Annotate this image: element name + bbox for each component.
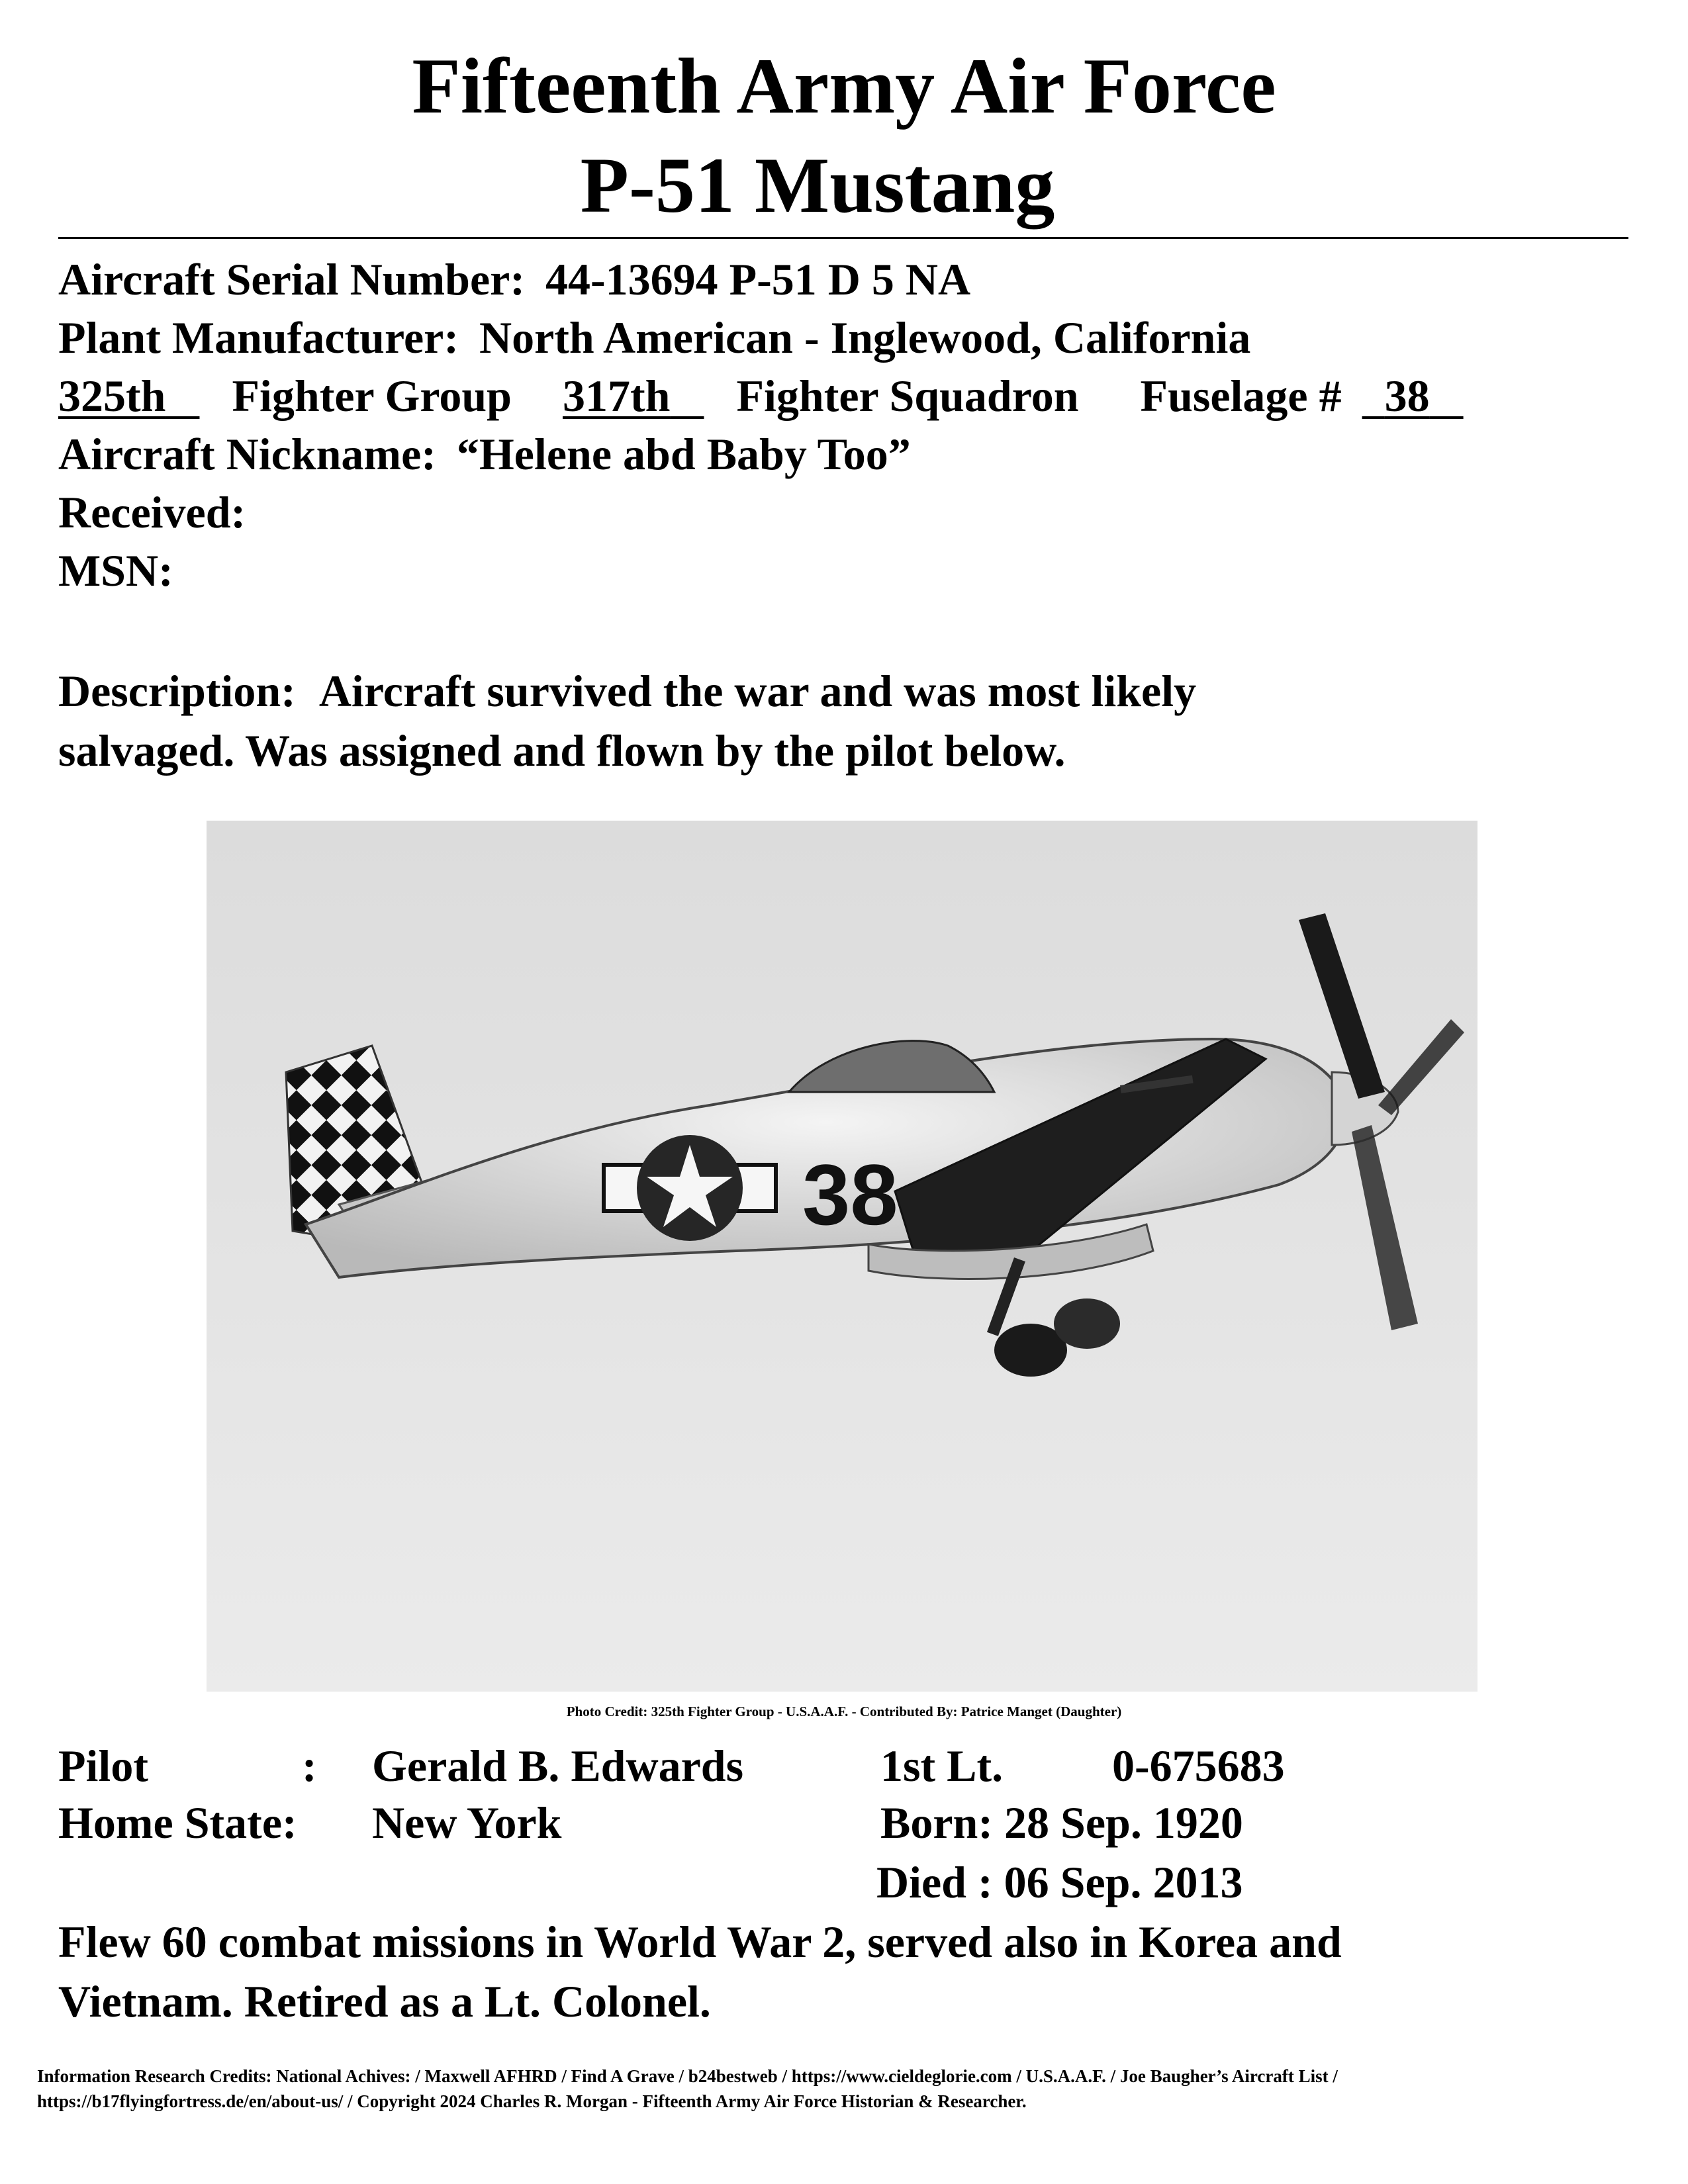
nickname-value: “Helene abd Baby Too” <box>456 429 911 479</box>
pilot-born: Born: 28 Sep. 1920 <box>880 1797 1243 1848</box>
nickname-label: Aircraft Nickname: <box>58 429 436 479</box>
home-state-label: Home State: <box>58 1797 297 1848</box>
pilot-colon: : <box>302 1741 317 1791</box>
aircraft-photo <box>207 821 1477 1692</box>
fuselage-marking: 38 <box>802 1146 898 1243</box>
serial-label: Aircraft Serial Number: <box>58 254 525 304</box>
nickname-row <box>58 425 911 483</box>
pilot-service-number: 0-675683 <box>1112 1741 1285 1791</box>
received-label: Received: <box>58 487 246 537</box>
description-label: Description: <box>58 666 296 716</box>
unit-row <box>58 367 1464 425</box>
page-subtitle: P-51 Mustang <box>580 141 1055 229</box>
msn-label: MSN: <box>58 545 173 596</box>
fighter-squadron-value: 317th <box>562 371 671 421</box>
p51-mustang-illustration <box>207 821 1477 1692</box>
fuselage-value: 38 <box>1384 371 1430 421</box>
pilot-bio-line-2: Vietnam. Retired as a Lt. Colonel. <box>58 1976 711 2026</box>
title-divider <box>58 237 1628 239</box>
page-title: Fifteenth Army Air Force <box>412 42 1276 130</box>
description-line-1: Description: Aircraft survived the war and was most likely <box>58 666 1197 716</box>
pilot-died: Died : 06 Sep. 2013 <box>876 1857 1243 1907</box>
serial-value: 44-13694 P-51 D 5 NA <box>545 254 971 304</box>
fighter-group-value: 325th <box>58 371 166 421</box>
manufacturer-value: North American - Inglewood, California <box>479 312 1251 363</box>
fighter-squadron-label: Fighter Squadron <box>736 371 1079 421</box>
manufacturer-row <box>58 308 1250 367</box>
pilot-rank: 1st Lt. <box>880 1741 1004 1791</box>
pilot-bio-line-1: Flew 60 combat missions in World War 2, served also in Korea and <box>58 1917 1342 1967</box>
description-line-2: salvaged. Was assigned and flown by the pilot below. <box>58 725 1066 776</box>
pilot-name: Gerald B. Edwards <box>372 1741 744 1791</box>
serial-row <box>58 250 970 308</box>
research-credits-line-2: https://b17flyingfortress.de/en/about-us/ / Copyright 2024 Charles R. Morgan - Fifteenth Army Air Force Historian & Researcher. <box>37 2091 1027 2111</box>
home-state-value: New York <box>372 1797 562 1848</box>
photo-credit: Photo Credit: 325th Fighter Group - U.S.A.A.F. - Contributed By: Patrice Manget (Daughter) <box>566 1704 1122 1719</box>
pilot-label: Pilot <box>58 1741 148 1791</box>
fuselage-label: Fuselage # <box>1140 371 1342 421</box>
research-credits-line-1: Information Research Credits: National Achives: / Maxwell AFHRD / Find A Grave / b24bestweb / https://www.cieldeglorie.com / U.S.A.A.F. / Joe Baugher’s Aircraft List / <box>37 2066 1338 2086</box>
manufacturer-label: Plant Manufacturer: <box>58 312 459 363</box>
fighter-group-label: Fighter Group <box>232 371 512 421</box>
